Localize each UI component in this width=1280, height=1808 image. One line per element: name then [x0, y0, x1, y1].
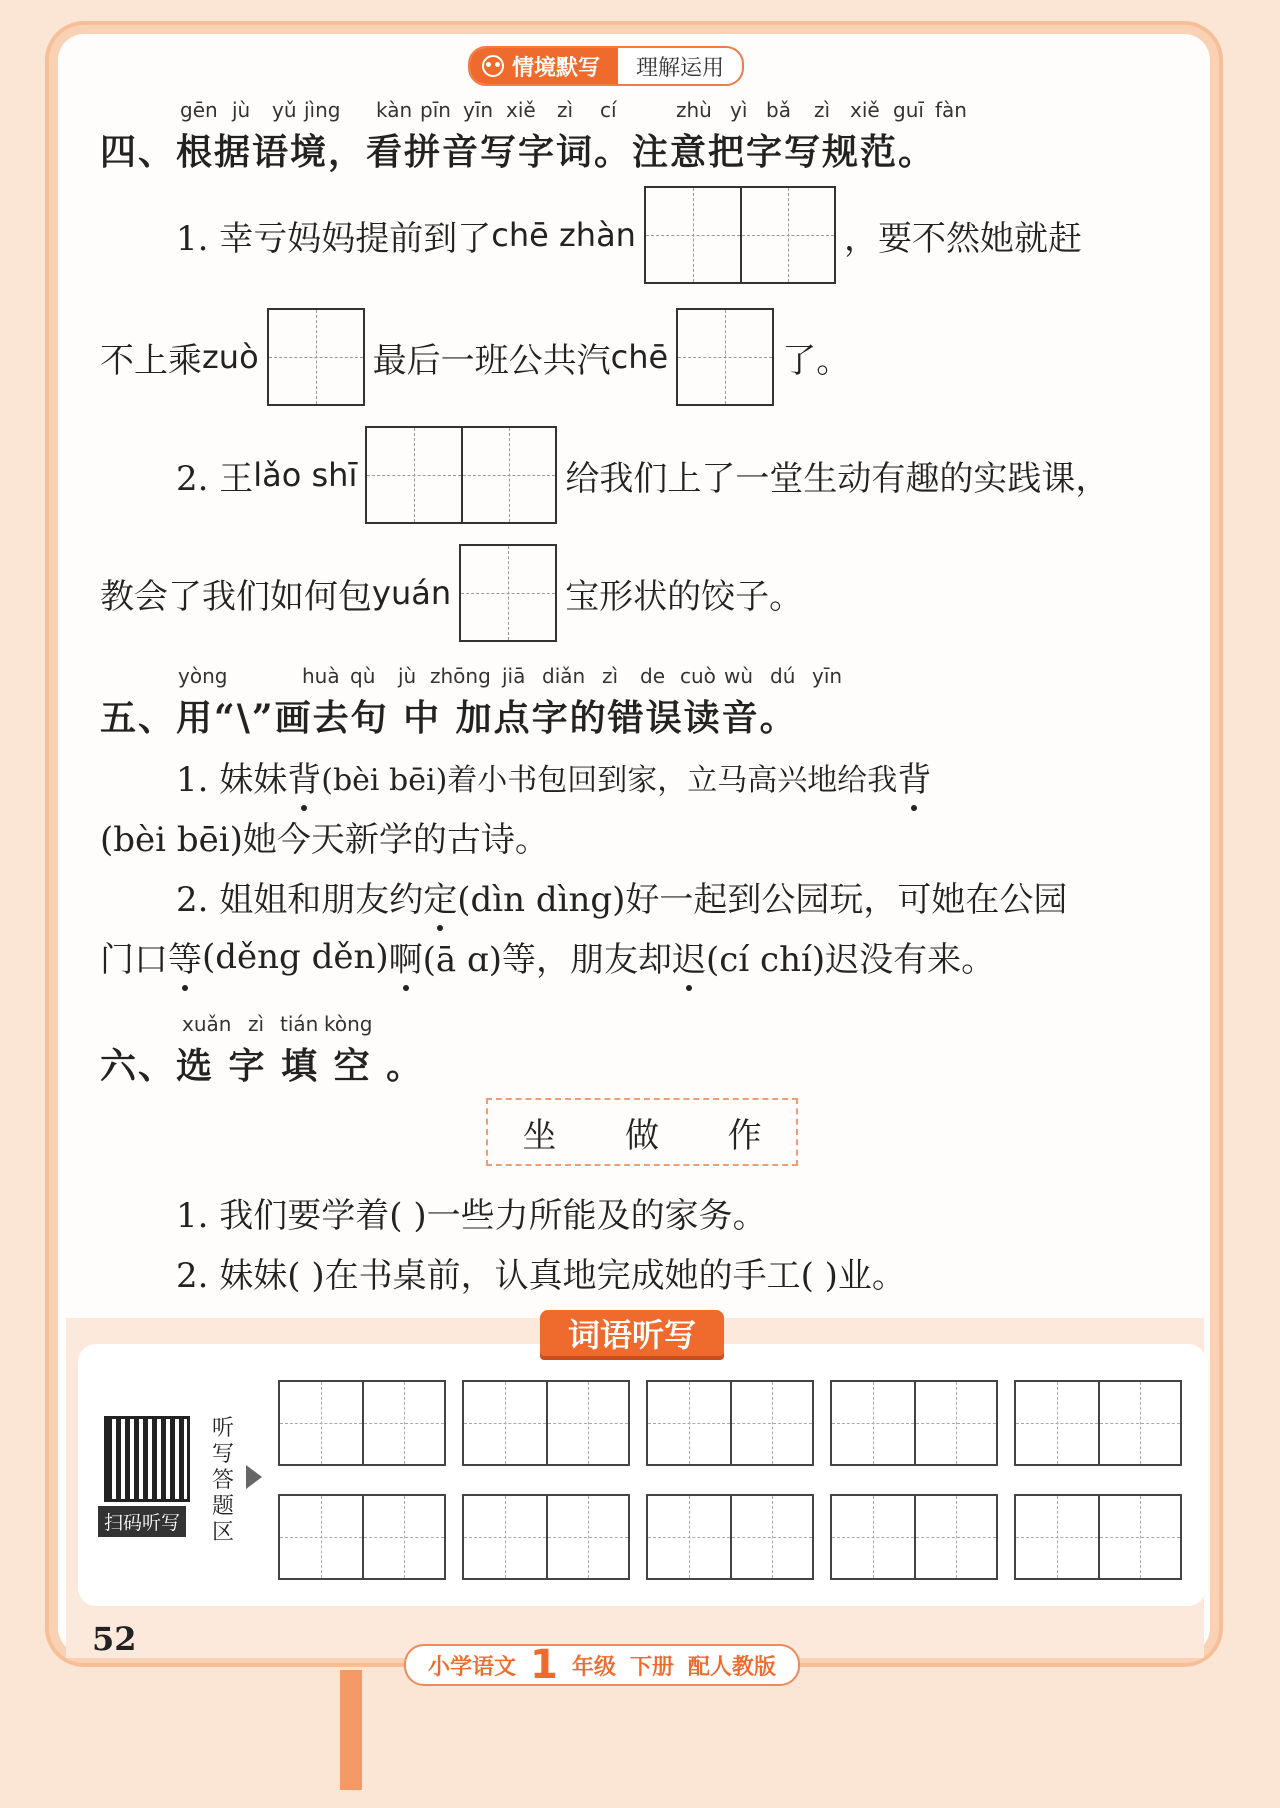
s5-q1-line1: 1. 妹妹 背 (bèi bēi)着小书包回到家，立马高兴地给我 背	[176, 752, 931, 801]
answer-grid-2[interactable]	[365, 426, 557, 524]
arrow-right-icon	[246, 1465, 262, 1489]
dictation-grid[interactable]	[830, 1380, 998, 1466]
dictation-grid[interactable]	[278, 1380, 446, 1466]
choice-word: 坐	[522, 1115, 557, 1156]
choice-word: 作	[727, 1115, 762, 1156]
dictation-grid[interactable]	[278, 1494, 446, 1580]
s5-q1-line2: (bèi bēi)她今天新学的古诗。	[100, 820, 549, 860]
section6-title: 六、选 字 填 空 。	[100, 1045, 425, 1087]
page-number: 52	[92, 1620, 137, 1658]
word-choice-box	[486, 1098, 798, 1166]
scan-label[interactable]: 扫码听写	[98, 1506, 186, 1537]
answer-grid-1[interactable]	[459, 544, 557, 642]
s4-q1-line2: 不上乘 zuò 最后一班公共汽 chē 了。	[100, 308, 850, 406]
choice-word: 做	[624, 1115, 659, 1156]
header-tag: 情境默写	[470, 48, 618, 84]
dictation-grid[interactable]	[462, 1494, 630, 1580]
dictation-grid[interactable]	[1014, 1380, 1182, 1466]
book-info: 小学语文 1 年级 下册 配人教版	[404, 1644, 800, 1686]
section4-title: 四、根据语境，看拼音写字词。注意把字写规范。	[100, 131, 937, 173]
answer-grid-1[interactable]	[267, 308, 365, 406]
s6-q1: 1. 我们要学着( )一些力所能及的家务。	[176, 1196, 767, 1236]
s4-q2-line1: 2. 王 lǎo shī 给我们上了一堂生动有趣的实践课，	[176, 426, 1109, 524]
section-header	[468, 46, 744, 86]
dictation-grid[interactable]	[646, 1380, 814, 1466]
header-subtitle: 理解运用	[636, 55, 725, 81]
dictation-grid[interactable]	[830, 1494, 998, 1580]
dictation-grid[interactable]	[646, 1494, 814, 1580]
s5-q2-line1: 2. 姐姐和朋友约 定 (dìn dìng)好一起到公园玩，可她在公园	[176, 872, 1067, 921]
owl-icon	[482, 55, 504, 77]
answer-area-label: 听写答题区	[212, 1416, 235, 1545]
s5-q2-line2: 门口 等 (děng děn) 啊 (ā ɑ)等，朋友却 迟 (cí chí)迟没有来。	[100, 932, 995, 981]
page-tab	[340, 1670, 362, 1790]
answer-grid-2[interactable]	[644, 186, 836, 284]
s4-q1-line1: 1. 幸亏妈妈提前到了 chē zhàn ，要不然她就赶	[176, 186, 1082, 284]
dictation-grid[interactable]	[1014, 1494, 1182, 1580]
dictation-title: 词语听写	[540, 1310, 724, 1356]
qr-code-icon[interactable]	[104, 1416, 190, 1502]
s6-q2: 2. 妹妹( )在书桌前，认真地完成她的手工( )业。	[176, 1256, 906, 1296]
s4-q2-line2: 教会了我们如何包 yuán 宝形状的饺子。	[100, 544, 803, 642]
section5-title: 五、用“\”画去句 中 加点字的错误读音。	[100, 697, 798, 739]
dictation-grid[interactable]	[462, 1380, 630, 1466]
answer-grid-1[interactable]	[676, 308, 774, 406]
